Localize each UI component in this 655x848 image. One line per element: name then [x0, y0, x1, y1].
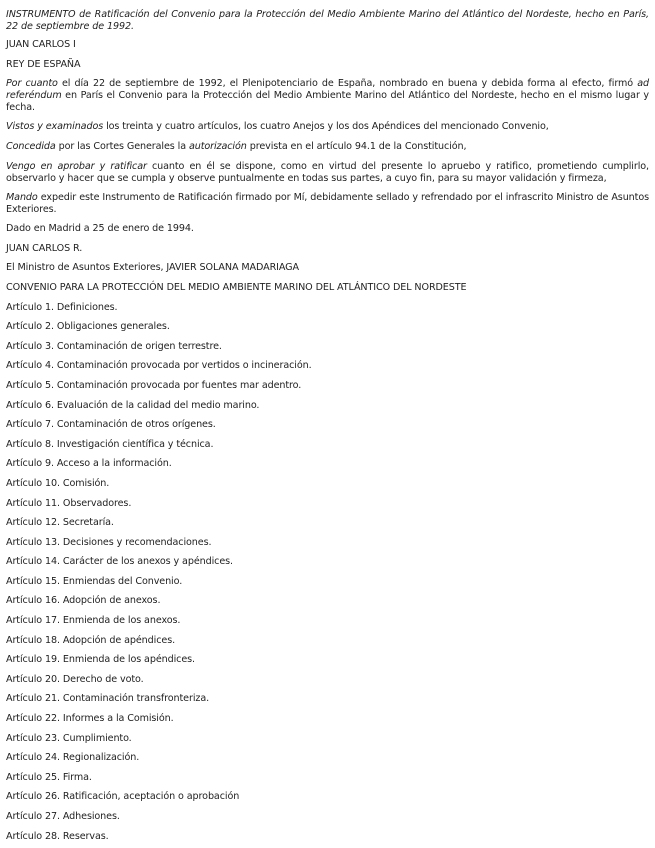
- article-list: [6, 302, 649, 843]
- document-title-text: INSTRUMENTO de Ratificación del Convenio para la Protección del Medio Ambiente Marino del Atlántico del Nordeste, hecho en París, 22 de septiembre de 1992.: [6, 9, 649, 32]
- article-item: Artículo 10. Comisión.: [6, 477, 110, 489]
- article-item: Artículo 6. Evaluación de la calidad del medio marino.: [6, 399, 260, 411]
- document-title: [6, 9, 649, 33]
- article-item: Artículo 7. Contaminación de otros orígenes.: [6, 419, 216, 431]
- signature-king: JUAN CARLOS R.: [6, 242, 83, 254]
- article-item: Artículo 13. Decisiones y recomendaciones.: [6, 536, 212, 548]
- article-item: Artículo 4. Contaminación provocada por vertidos o incineración.: [6, 360, 312, 372]
- article-item: Artículo 11. Observadores.: [6, 497, 132, 509]
- article-item: Artículo 12. Secretaría.: [6, 517, 114, 529]
- article-item: Artículo 23. Cumplimiento.: [6, 732, 132, 744]
- article-item: Artículo 21. Contaminación transfronteriza.: [6, 693, 210, 705]
- preamble-paragraph-vengo: [6, 161, 649, 185]
- por-cuanto-text-1: el día 22 de septiembre de 1992, el Plenipotenciario de España, nombrado en buena y debida forma al efecto, firmó: [57, 78, 638, 90]
- article-item: Artículo 22. Informes a la Comisión.: [6, 713, 174, 725]
- concedida-text-2: prevista en el artículo 94.1 de la Constitución,: [246, 141, 467, 153]
- article-item: Artículo 24. Regionalización.: [6, 752, 140, 764]
- article-item: Artículo 19. Enmienda de los apéndices.: [6, 654, 195, 666]
- preamble-paragraph-por-cuanto: [6, 78, 649, 114]
- emphasis-vengo: Vengo en aprobar y ratificar: [6, 161, 147, 173]
- vistos-text: los treinta y cuatro artículos, los cuatro Anejos y los dos Apéndices del mencionado Convenio,: [103, 121, 549, 133]
- article-item: Artículo 9. Acceso a la información.: [6, 458, 172, 470]
- preamble-paragraph-mando: [6, 192, 649, 216]
- emphasis-autorizacion: autorización: [188, 141, 247, 153]
- emphasis-vistos: Vistos y examinados: [6, 121, 104, 133]
- concedida-text-1: por las Cortes Generales la: [55, 141, 189, 153]
- article-item: Artículo 26. Ratificación, aceptación o aprobación: [6, 791, 240, 803]
- article-item: Artículo 16. Adopción de anexos.: [6, 595, 161, 607]
- article-item: Artículo 20. Derecho de voto.: [6, 673, 144, 685]
- article-item: Artículo 5. Contaminación provocada por fuentes mar adentro.: [6, 379, 302, 391]
- mando-text: expedir este Instrumento de Ratificación firmado por Mí, debidamente sellado y refrendado por el infrascrito Ministro de Asuntos Exteriores.: [6, 192, 649, 216]
- por-cuanto-text-2: en París el Convenio para la Protección del Medio Ambiente Marino del Atlántico del Nordeste, hecho en el mismo lugar y fecha.: [6, 90, 649, 114]
- article-item: Artículo 3. Contaminación de origen terrestre.: [6, 340, 222, 352]
- article-item: Artículo 8. Investigación científica y técnica.: [6, 438, 214, 450]
- article-item: Artículo 1. Definiciones.: [6, 301, 118, 313]
- emphasis-concedida: Concedida: [6, 141, 56, 153]
- article-item: Artículo 15. Enmiendas del Convenio.: [6, 575, 183, 587]
- emphasis-por-cuanto: Por cuanto: [6, 78, 58, 90]
- preamble-paragraph-concedida: [6, 141, 649, 153]
- preamble-paragraph-vistos: [6, 121, 649, 133]
- article-item: Artículo 25. Firma.: [6, 771, 92, 783]
- convention-title: CONVENIO PARA LA PROTECCIÓN DEL MEDIO AMBIENTE MARINO DEL ATLÁNTICO DEL NORDESTE: [6, 281, 467, 293]
- king-name: JUAN CARLOS I: [6, 39, 76, 50]
- emphasis-ad-referendum: ad referéndum: [6, 78, 649, 102]
- signature-minister: El Ministro de Asuntos Exteriores, JAVIER SOLANA MADARIAGA: [6, 262, 299, 274]
- vengo-text: cuanto en él se dispone, como en virtud del presente lo apruebo y ratifico, prometiendo cumplirlo, observarlo y hacer que se cumpla y observe puntualmente en todas sus partes, a cuyo fin, para su mayor validación y firmeza,: [6, 161, 649, 185]
- article-item: Artículo 28. Reservas.: [6, 830, 109, 842]
- article-item: Artículo 17. Enmienda de los anexos.: [6, 615, 181, 627]
- article-item: Artículo 14. Carácter de los anexos y apéndices.: [6, 556, 233, 568]
- emphasis-mando: Mando: [6, 192, 38, 204]
- signature-date: Dado en Madrid a 25 de enero de 1994.: [6, 223, 194, 235]
- article-item: Artículo 27. Adhesiones.: [6, 811, 120, 822]
- article-item: Artículo 18. Adopción de apéndices.: [6, 634, 176, 646]
- article-item: Artículo 2. Obligaciones generales.: [6, 321, 170, 333]
- king-title: REY DE ESPAÑA: [6, 58, 81, 70]
